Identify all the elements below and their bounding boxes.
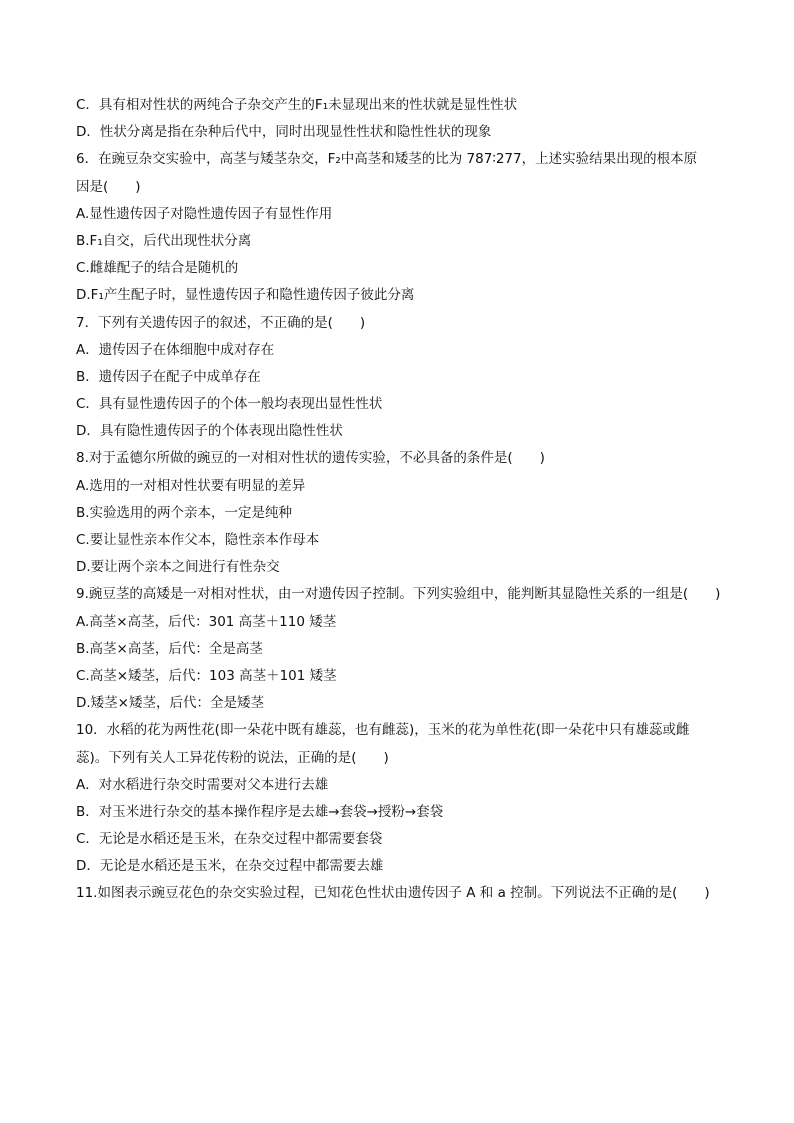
q6-stem-line-1: 6．在豌豆杂交实验中，高茎与矮茎杂交，F₂中高茎和矮茎的比为 787∶277，上述实验结果出现的根本原 [76,151,698,168]
q9-option-d: D.矮茎×矮茎，后代：全是矮茎 [76,695,264,712]
q10-stem-line-1: 10．水稻的花为两性花(即一朵花中既有雄蕊，也有雌蕊)，玉米的花为单性花(即一朵花中只有雄蕊或雌 [76,722,690,739]
q7-option-a: A．遗传因子在体细胞中成对存在 [76,341,275,358]
q8-option-d: D.要让两个亲本之间进行有性杂交 [76,559,280,576]
q7-option-b: B．遗传因子在配子中成单存在 [76,368,261,385]
q7-option-c: C．具有显性遗传因子的个体一般均表现出显性性状 [76,396,383,413]
q8-option-b: B.实验选用的两个亲本，一定是纯种 [76,504,293,521]
q9-option-b: B.高茎×高茎，后代：全是高茎 [76,640,263,657]
q10-stem-line-2: 蕊)。下列有关人工异花传粉的说法，正确的是( ) [76,749,389,766]
q6-option-a: A.显性遗传因子对隐性遗传因子有显性作用 [76,205,333,222]
q10-option-c: C．无论是水稻还是玉米，在杂交过程中都需要套袋 [76,831,383,848]
q9-stem: 9.豌豆茎的高矮是一对相对性状，由一对遗传因子控制。下列实验组中，能判断其显隐性关系的一组是( ) [76,586,721,603]
q7-stem: 7．下列有关遗传因子的叙述，不正确的是( ) [76,314,366,331]
q7-option-d: D．具有隐性遗传因子的个体表现出隐性性状 [76,423,343,440]
q8-stem: 8.对于孟德尔所做的豌豆的一对相对性状的遗传实验，不必具备的条件是( ) [76,450,545,467]
q11-stem: 11.如图表示豌豆花色的杂交实验过程，已知花色性状由遗传因子 A 和 a 控制。下列说法不正确的是( ) [76,885,710,902]
q9-option-c: C.高茎×矮茎，后代：103 高茎＋101 矮茎 [76,667,337,684]
q6-option-d: D.F₁产生配子时，显性遗传因子和隐性遗传因子彼此分离 [76,287,415,304]
q10-option-d: D．无论是水稻还是玉米，在杂交过程中都需要去雄 [76,858,384,875]
q5-option-c: C．具有相对性状的两纯合子杂交产生的F₁未显现出来的性状就是显性性状 [76,97,518,113]
q6-option-b: B.F₁自交，后代出现性状分离 [76,232,252,249]
q10-option-b: B．对玉米进行杂交的基本操作程序是去雄→套袋→授粉→套袋 [76,803,444,820]
question-text-block [76,92,726,908]
q6-option-c: C.雌雄配子的结合是随机的 [76,260,239,277]
q6-stem-line-2: 因是( ) [76,178,141,195]
q5-option-d: D．性状分离是指在杂种后代中，同时出现显性性状和隐性性状的现象 [76,124,492,141]
q8-option-a: A.选用的一对相对性状要有明显的差异 [76,477,306,494]
q8-option-c: C.要让显性亲本作父本，隐性亲本作母本 [76,532,320,548]
q9-option-a: A.高茎×高茎，后代：301 高茎＋110 矮茎 [76,613,337,630]
q10-option-a: A．对水稻进行杂交时需要对父本进行去雄 [76,776,329,793]
